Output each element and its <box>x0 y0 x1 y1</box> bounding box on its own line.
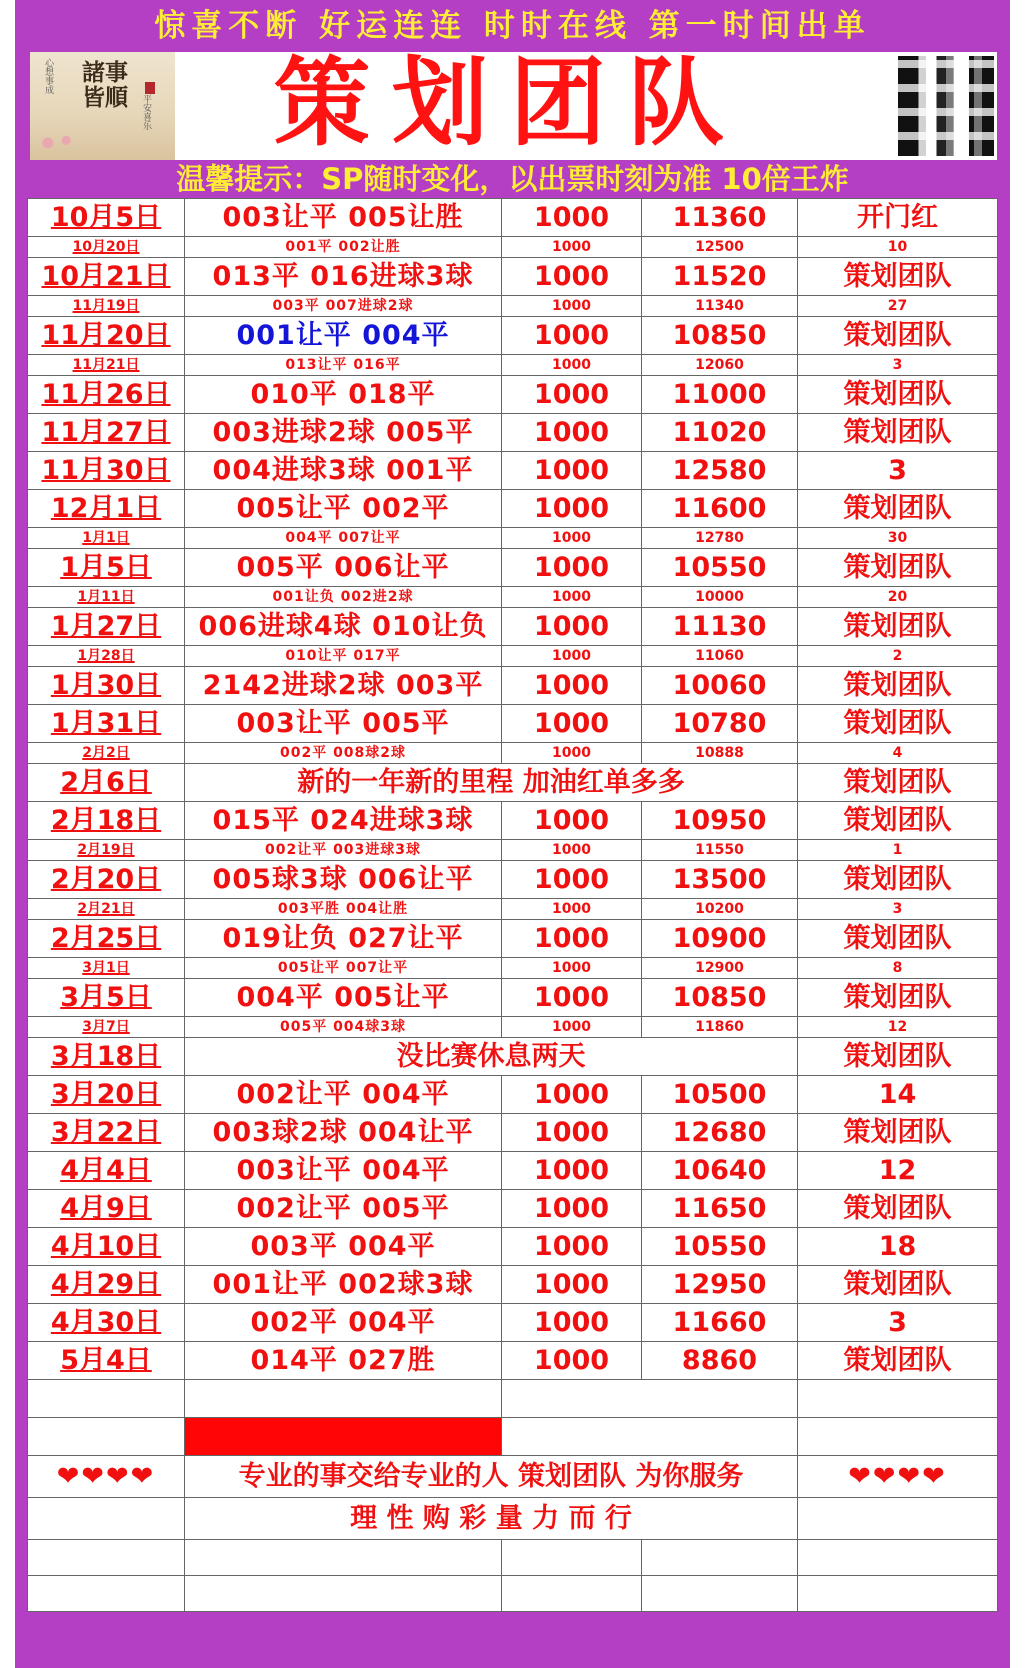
sub-result-row <box>28 743 998 764</box>
row-note: 3 <box>798 452 998 490</box>
row-date: 4月9日 <box>28 1190 185 1228</box>
row-picks: 001让平 004平 <box>185 317 502 355</box>
sub-result-row <box>28 237 998 258</box>
row-picks: 002让平 005平 <box>185 1190 502 1228</box>
row-picks: 002让平 003进球3球 <box>185 840 502 861</box>
row-note: 3 <box>798 355 998 376</box>
motto-text: 理 性 购 彩 量 力 而 行 <box>185 1498 798 1540</box>
row-picks: 014平 027胜 <box>185 1342 502 1380</box>
qr-code-icon <box>898 56 994 156</box>
row-return: 11860 <box>642 1017 798 1038</box>
row-return: 12680 <box>642 1114 798 1152</box>
row-stake: 1000 <box>502 840 642 861</box>
row-note: 14 <box>798 1076 998 1114</box>
row-picks: 005球3球 006让平 <box>185 861 502 899</box>
result-row <box>28 199 998 237</box>
row-date: 4月29日 <box>28 1266 185 1304</box>
row-stake: 1000 <box>502 549 642 587</box>
logo-calligraphy: 諸事皆順 <box>82 59 128 111</box>
row-note: 策划团队 <box>798 490 998 528</box>
row-date: 1月1日 <box>28 528 185 549</box>
sub-result-row <box>28 528 998 549</box>
row-stake: 1000 <box>502 452 642 490</box>
row-stake: 1000 <box>502 979 642 1017</box>
row-picks: 005让平 002平 <box>185 490 502 528</box>
row-date: 1月30日 <box>28 667 185 705</box>
row-return: 10850 <box>642 317 798 355</box>
result-row <box>28 549 998 587</box>
row-stake: 1000 <box>502 646 642 667</box>
motto-row <box>28 1498 998 1540</box>
sub-result-row <box>28 355 998 376</box>
row-picks: 003让平 005平 <box>185 705 502 743</box>
sub-result-row <box>28 840 998 861</box>
row-return: 11550 <box>642 840 798 861</box>
row-return: 11060 <box>642 646 798 667</box>
row-message: 新的一年新的里程 加油红单多多 <box>185 764 798 802</box>
row-return: 11340 <box>642 296 798 317</box>
row-note: 1 <box>798 840 998 861</box>
result-row <box>28 376 998 414</box>
row-note: 策划团队 <box>798 667 998 705</box>
row-return: 11600 <box>642 490 798 528</box>
row-stake: 1000 <box>502 258 642 296</box>
row-date: 5月4日 <box>28 1342 185 1380</box>
row-return: 12950 <box>642 1266 798 1304</box>
row-date: 11月19日 <box>28 296 185 317</box>
row-note: 3 <box>798 1304 998 1342</box>
row-stake: 1000 <box>502 705 642 743</box>
row-picks: 002平 004平 <box>185 1304 502 1342</box>
row-picks: 004平 007让平 <box>185 528 502 549</box>
row-return: 12500 <box>642 237 798 258</box>
result-row <box>28 258 998 296</box>
blank-row <box>28 1540 998 1576</box>
row-note: 12 <box>798 1152 998 1190</box>
row-note: 策划团队 <box>798 920 998 958</box>
row-stake: 1000 <box>502 802 642 840</box>
row-picks: 001平 002让胜 <box>185 237 502 258</box>
row-note: 策划团队 <box>798 861 998 899</box>
row-date: 2月20日 <box>28 861 185 899</box>
row-picks: 015平 024进球3球 <box>185 802 502 840</box>
row-picks: 019让负 027让平 <box>185 920 502 958</box>
row-stake: 1000 <box>502 237 642 258</box>
result-row <box>28 414 998 452</box>
row-picks: 013让平 016平 <box>185 355 502 376</box>
row-return: 10060 <box>642 667 798 705</box>
hearts-right-icon: ❤❤❤❤ <box>798 1456 998 1498</box>
row-picks: 005让平 007让平 <box>185 958 502 979</box>
row-date: 3月1日 <box>28 958 185 979</box>
row-picks: 2142进球2球 003平 <box>185 667 502 705</box>
row-note: 策划团队 <box>798 1114 998 1152</box>
row-date: 3月7日 <box>28 1017 185 1038</box>
row-date: 1月11日 <box>28 587 185 608</box>
row-stake: 1000 <box>502 1114 642 1152</box>
sub-result-row <box>28 1017 998 1038</box>
result-row <box>28 608 998 646</box>
row-return: 11000 <box>642 376 798 414</box>
row-stake: 1000 <box>502 317 642 355</box>
row-picks: 001让平 002球3球 <box>185 1266 502 1304</box>
sub-result-row <box>28 958 998 979</box>
row-date: 2月18日 <box>28 802 185 840</box>
row-date: 2月21日 <box>28 899 185 920</box>
row-picks: 005平 004球3球 <box>185 1017 502 1038</box>
row-stake: 1000 <box>502 667 642 705</box>
sub-result-row <box>28 296 998 317</box>
row-return: 10900 <box>642 920 798 958</box>
row-picks: 003平胜 004让胜 <box>185 899 502 920</box>
row-return: 11520 <box>642 258 798 296</box>
row-stake: 1000 <box>502 1076 642 1114</box>
row-note: 4 <box>798 743 998 764</box>
row-stake: 1000 <box>502 1228 642 1266</box>
calligraphy-logo <box>30 52 175 160</box>
row-note: 20 <box>798 587 998 608</box>
row-picks: 013平 016进球3球 <box>185 258 502 296</box>
row-picks: 006进球4球 010让负 <box>185 608 502 646</box>
result-row <box>28 667 998 705</box>
poster-frame <box>15 0 1010 1668</box>
row-stake: 1000 <box>502 1152 642 1190</box>
row-date: 2月2日 <box>28 743 185 764</box>
row-date: 2月6日 <box>28 764 185 802</box>
row-return: 11650 <box>642 1190 798 1228</box>
slogan-text: 专业的事交给专业的人 策划团队 为你服务 <box>185 1456 798 1498</box>
row-return: 11130 <box>642 608 798 646</box>
row-return: 12060 <box>642 355 798 376</box>
row-stake: 1000 <box>502 1304 642 1342</box>
row-stake: 1000 <box>502 414 642 452</box>
result-row <box>28 452 998 490</box>
row-return: 11360 <box>642 199 798 237</box>
seal-stamp-icon <box>145 82 155 94</box>
row-date: 3月5日 <box>28 979 185 1017</box>
row-date: 1月27日 <box>28 608 185 646</box>
message-row <box>28 1038 998 1076</box>
row-return: 12900 <box>642 958 798 979</box>
row-stake: 1000 <box>502 743 642 764</box>
row-date: 11月30日 <box>28 452 185 490</box>
row-note: 10 <box>798 237 998 258</box>
row-date: 3月18日 <box>28 1038 185 1076</box>
row-return: 12580 <box>642 452 798 490</box>
row-return: 12780 <box>642 528 798 549</box>
row-note: 策划团队 <box>798 764 998 802</box>
row-picks: 003球2球 004让平 <box>185 1114 502 1152</box>
page-title: 策划团队 <box>274 47 746 159</box>
row-stake: 1000 <box>502 1266 642 1304</box>
row-stake: 1000 <box>502 1017 642 1038</box>
row-picks: 003让平 005让胜 <box>185 199 502 237</box>
row-stake: 1000 <box>502 608 642 646</box>
sub-result-row <box>28 587 998 608</box>
row-date: 12月1日 <box>28 490 185 528</box>
blank-row <box>28 1418 998 1456</box>
row-return: 10640 <box>642 1152 798 1190</box>
notice-tip: 温馨提示：SP随时变化，以出票时刻为准 10倍王炸 <box>176 162 849 196</box>
row-stake: 1000 <box>502 296 642 317</box>
row-return: 13500 <box>642 861 798 899</box>
row-stake: 1000 <box>502 899 642 920</box>
row-stake: 1000 <box>502 958 642 979</box>
row-note: 策划团队 <box>798 608 998 646</box>
row-stake: 1000 <box>502 1342 642 1380</box>
sub-result-row <box>28 899 998 920</box>
row-date: 4月4日 <box>28 1152 185 1190</box>
row-note: 策划团队 <box>798 376 998 414</box>
result-row <box>28 920 998 958</box>
row-note: 2 <box>798 646 998 667</box>
row-stake: 1000 <box>502 528 642 549</box>
row-return: 10780 <box>642 705 798 743</box>
top-banner: 惊喜不断 好运连连 时时在线 第一时间出单 <box>154 8 871 44</box>
logo-small-text-right: 平安喜乐 <box>141 94 151 130</box>
result-row <box>28 979 998 1017</box>
row-note: 27 <box>798 296 998 317</box>
row-message: 没比赛休息两天 <box>185 1038 798 1076</box>
row-return: 8860 <box>642 1342 798 1380</box>
row-return: 10000 <box>642 587 798 608</box>
row-picks: 002让平 004平 <box>185 1076 502 1114</box>
result-row <box>28 1152 998 1190</box>
row-return: 10500 <box>642 1076 798 1114</box>
row-date: 1月28日 <box>28 646 185 667</box>
row-note: 30 <box>798 528 998 549</box>
logo-small-text-left: 心想事成 <box>43 58 53 94</box>
row-stake: 1000 <box>502 490 642 528</box>
message-row <box>28 764 998 802</box>
row-date: 11月21日 <box>28 355 185 376</box>
row-date: 10月5日 <box>28 199 185 237</box>
sub-result-row <box>28 646 998 667</box>
row-date: 11月20日 <box>28 317 185 355</box>
row-return: 10200 <box>642 899 798 920</box>
row-note: 策划团队 <box>798 1342 998 1380</box>
title-row <box>30 47 997 160</box>
row-date: 3月22日 <box>28 1114 185 1152</box>
row-picks: 004进球3球 001平 <box>185 452 502 490</box>
row-return: 10850 <box>642 979 798 1017</box>
row-note: 开门红 <box>798 199 998 237</box>
row-note: 策划团队 <box>798 1038 998 1076</box>
row-picks: 010让平 017平 <box>185 646 502 667</box>
result-row <box>28 317 998 355</box>
result-row <box>28 1342 998 1380</box>
row-note: 策划团队 <box>798 1266 998 1304</box>
row-stake: 1000 <box>502 376 642 414</box>
row-date: 2月19日 <box>28 840 185 861</box>
row-return: 11660 <box>642 1304 798 1342</box>
result-row <box>28 1190 998 1228</box>
row-date: 11月27日 <box>28 414 185 452</box>
row-return: 10888 <box>642 743 798 764</box>
row-note: 12 <box>798 1017 998 1038</box>
row-date: 2月25日 <box>28 920 185 958</box>
row-note: 策划团队 <box>798 414 998 452</box>
result-row <box>28 1304 998 1342</box>
results-table <box>27 198 998 1612</box>
row-note: 策划团队 <box>798 258 998 296</box>
row-note: 策划团队 <box>798 979 998 1017</box>
row-note: 策划团队 <box>798 317 998 355</box>
row-date: 10月20日 <box>28 237 185 258</box>
red-highlight-block <box>185 1418 502 1456</box>
row-note: 策划团队 <box>798 549 998 587</box>
row-stake: 1000 <box>502 861 642 899</box>
result-row <box>28 1266 998 1304</box>
row-picks: 002平 008球2球 <box>185 743 502 764</box>
blank-row <box>28 1576 998 1612</box>
row-date: 1月31日 <box>28 705 185 743</box>
result-row <box>28 1076 998 1114</box>
result-row <box>28 802 998 840</box>
row-note: 策划团队 <box>798 1190 998 1228</box>
result-row <box>28 705 998 743</box>
row-date: 10月21日 <box>28 258 185 296</box>
plum-blossom-icon <box>34 130 80 156</box>
hearts-left-icon: ❤❤❤❤ <box>28 1456 185 1498</box>
row-date: 3月20日 <box>28 1076 185 1114</box>
row-date: 4月30日 <box>28 1304 185 1342</box>
row-picks: 003让平 004平 <box>185 1152 502 1190</box>
blank-row <box>28 1380 998 1418</box>
result-row <box>28 490 998 528</box>
row-return: 10950 <box>642 802 798 840</box>
row-picks: 005平 006让平 <box>185 549 502 587</box>
row-date: 1月5日 <box>28 549 185 587</box>
row-picks: 001让负 002进2球 <box>185 587 502 608</box>
row-stake: 1000 <box>502 199 642 237</box>
row-stake: 1000 <box>502 355 642 376</box>
row-picks: 010平 018平 <box>185 376 502 414</box>
row-note: 18 <box>798 1228 998 1266</box>
row-note: 3 <box>798 899 998 920</box>
row-stake: 1000 <box>502 587 642 608</box>
row-note: 策划团队 <box>798 802 998 840</box>
row-return: 10550 <box>642 549 798 587</box>
row-picks: 004平 005让平 <box>185 979 502 1017</box>
slogan-row <box>28 1456 998 1498</box>
result-row <box>28 1114 998 1152</box>
row-note: 策划团队 <box>798 705 998 743</box>
row-date: 11月26日 <box>28 376 185 414</box>
row-stake: 1000 <box>502 920 642 958</box>
row-return: 11020 <box>642 414 798 452</box>
result-row <box>28 861 998 899</box>
row-return: 10550 <box>642 1228 798 1266</box>
row-stake: 1000 <box>502 1190 642 1228</box>
row-date: 4月10日 <box>28 1228 185 1266</box>
row-picks: 003平 007进球2球 <box>185 296 502 317</box>
row-note: 8 <box>798 958 998 979</box>
row-picks: 003进球2球 005平 <box>185 414 502 452</box>
result-row <box>28 1228 998 1266</box>
row-picks: 003平 004平 <box>185 1228 502 1266</box>
